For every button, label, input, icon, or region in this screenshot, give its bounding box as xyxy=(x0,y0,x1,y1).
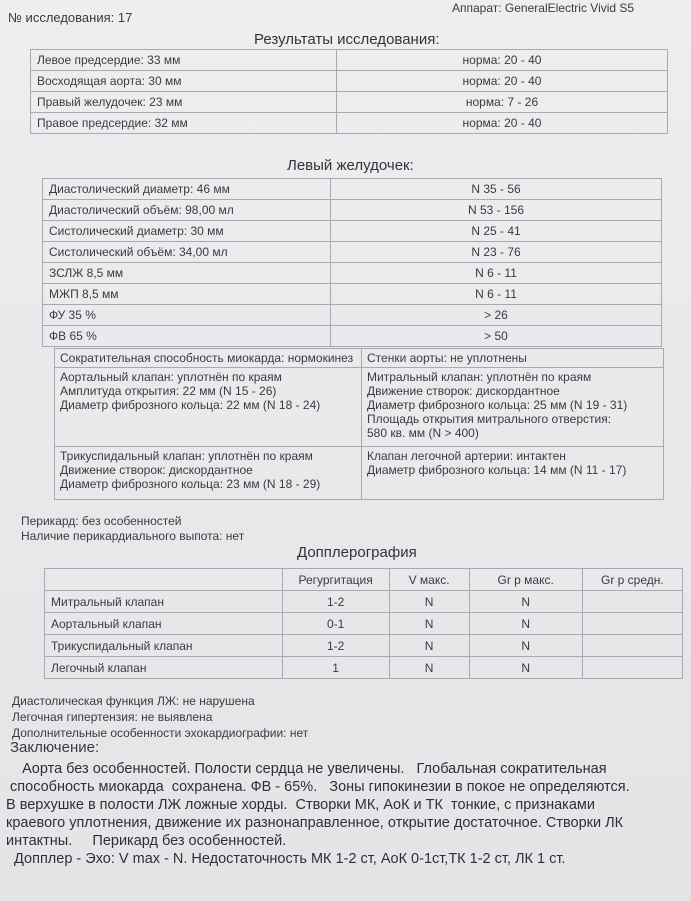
table-row xyxy=(43,179,662,200)
results-table xyxy=(30,49,668,134)
cell-line: Движение створок: дискордантное xyxy=(367,384,560,398)
row-label: Левое предсердие: 33 мм xyxy=(31,50,337,71)
table-row xyxy=(43,200,662,221)
valves-table xyxy=(54,348,664,500)
grmean-cell xyxy=(582,657,682,679)
row-norm: N 23 - 76 xyxy=(331,242,662,263)
row-label: Диастолический диаметр: 46 мм xyxy=(43,179,331,200)
table-row xyxy=(43,242,662,263)
vmax-cell: N xyxy=(389,635,469,657)
table-row xyxy=(31,92,668,113)
table-row xyxy=(43,221,662,242)
conclusion-line: способность миокарда сохранена. ФВ - 65%. Зоны гипокинезии в покое не определяются. xyxy=(6,779,630,795)
cell-line: Клапан легочной артерии: интактен xyxy=(367,449,566,463)
row-norm: N 6 - 11 xyxy=(331,284,662,305)
regurgitation-cell: 1-2 xyxy=(282,635,389,657)
row-norm: норма: 7 - 26 xyxy=(337,92,668,113)
row-label: Аортальный клапан xyxy=(45,613,283,635)
study-number: № исследования: 17 xyxy=(8,10,133,25)
conclusion-title: Заключение: xyxy=(10,739,100,756)
cell-line: Движение створок: дискордантное xyxy=(60,463,253,477)
vmax-cell: N xyxy=(389,657,469,679)
grmax-cell: N xyxy=(469,657,582,679)
cell-line: Диаметр фиброзного кольца: 25 мм (N 19 - 31) xyxy=(367,398,628,412)
row-norm: норма: 20 - 40 xyxy=(337,71,668,92)
row-norm: норма: 20 - 40 xyxy=(337,113,668,134)
table-header-row xyxy=(45,569,683,591)
cell-line: 580 кв. мм (N > 400) xyxy=(367,426,479,440)
row-label: ЗСЛЖ 8,5 мм xyxy=(43,263,331,284)
pulmonary-valve-cell xyxy=(362,447,664,500)
row-label: Трикуспидальный клапан xyxy=(45,635,283,657)
diastolic-function-line: Диастолическая функция ЛЖ: не нарушена xyxy=(12,694,255,708)
row-label: Правое предсердие: 32 мм xyxy=(31,113,337,134)
column-header: Регургитация xyxy=(282,569,389,591)
row-norm: > 26 xyxy=(331,305,662,326)
table-row xyxy=(55,447,664,500)
row-norm: N 53 - 156 xyxy=(331,200,662,221)
grmax-cell: N xyxy=(469,635,582,657)
pericard-line: Перикард: без особенностей xyxy=(21,514,182,528)
row-norm: норма: 20 - 40 xyxy=(337,50,668,71)
grmean-cell xyxy=(582,613,682,635)
table-row xyxy=(55,349,664,368)
table-row xyxy=(45,635,683,657)
regurgitation-cell: 0-1 xyxy=(282,613,389,635)
row-label: Диастолический объём: 98,00 мл xyxy=(43,200,331,221)
row-label: Легочный клапан xyxy=(45,657,283,679)
pulmonary-hypertension-line: Легочная гипертензия: не выявлена xyxy=(12,710,213,724)
mitral-valve-cell xyxy=(362,368,664,447)
tricuspid-valve-cell xyxy=(55,447,362,500)
table-row xyxy=(31,113,668,134)
cell-line: Диаметр фиброзного кольца: 23 мм (N 18 - 29) xyxy=(60,477,321,491)
grmax-cell: N xyxy=(469,613,582,635)
row-label: Систолический объём: 34,00 мл xyxy=(43,242,331,263)
cell-line: Диаметр фиброзного кольца: 22 мм (N 18 - 24) xyxy=(60,398,321,412)
grmax-cell: N xyxy=(469,591,582,613)
regurgitation-cell: 1-2 xyxy=(282,591,389,613)
row-label: Восходящая аорта: 30 мм xyxy=(31,71,337,92)
conclusion-line: В верхушке в полости ЛЖ ложные хорды. Створки МК, АоК и ТК тонкие, с признаками xyxy=(6,797,595,813)
conclusion-line: Аорта без особенностей. Полости сердца не увеличены. Глобальная сократительная xyxy=(6,761,607,777)
additional-features-line: Дополнительные особенности эхокардиографии: нет xyxy=(12,726,309,740)
conclusion-line: интактны. Перикард без особенностей. xyxy=(6,833,287,849)
row-label: ФУ 35 % xyxy=(43,305,331,326)
vmax-cell: N xyxy=(389,591,469,613)
row-label: Митральный клапан xyxy=(45,591,283,613)
row-label: МЖП 8,5 мм xyxy=(43,284,331,305)
aorta-walls: Стенки аорты: не уплотнены xyxy=(362,349,664,368)
table-row xyxy=(45,657,683,679)
doppler-table xyxy=(44,568,683,679)
lv-title: Левый желудочек: xyxy=(287,157,414,174)
table-row xyxy=(45,591,683,613)
column-header xyxy=(45,569,283,591)
table-row xyxy=(43,305,662,326)
row-norm: N 35 - 56 xyxy=(331,179,662,200)
grmean-cell xyxy=(582,591,682,613)
row-norm: N 25 - 41 xyxy=(331,221,662,242)
row-label: Систолический диаметр: 30 мм xyxy=(43,221,331,242)
table-row xyxy=(43,284,662,305)
results-title: Результаты исследования: xyxy=(254,31,440,48)
table-row xyxy=(55,368,664,447)
cell-line: Амплитуда открытия: 22 мм (N 15 - 26) xyxy=(60,384,277,398)
row-label: ФВ 65 % xyxy=(43,326,331,347)
table-row xyxy=(31,50,668,71)
column-header: V макс. xyxy=(389,569,469,591)
cell-line: Аортальный клапан: уплотнён по краям xyxy=(60,370,282,384)
column-header: Gr p макс. xyxy=(469,569,582,591)
lv-table xyxy=(42,178,662,347)
cell-line: Трикуспидальный клапан: уплотнён по краям xyxy=(60,449,313,463)
doppler-title: Допплерография xyxy=(297,544,417,561)
cell-line: Площадь открытия митрального отверстия: xyxy=(367,412,612,426)
row-norm: > 50 xyxy=(331,326,662,347)
grmean-cell xyxy=(582,635,682,657)
column-header: Gr p средн. xyxy=(582,569,682,591)
conclusion-line: краевого уплотнения, движение их разнонаправленное, открытие достаточное. Створки ЛК xyxy=(6,815,624,831)
conclusion-line: Допплер - Эхо: V max - N. Недостаточность МК 1-2 ст, АоК 0-1ст,ТК 1-2 ст, ЛК 1 ст. xyxy=(6,851,566,867)
vmax-cell: N xyxy=(389,613,469,635)
conclusion-text xyxy=(6,760,688,868)
effusion-line: Наличие перикардиального выпота: нет xyxy=(21,529,245,543)
cell-line: Митральный клапан: уплотнён по краям xyxy=(367,370,592,384)
table-row xyxy=(43,326,662,347)
row-norm: N 6 - 11 xyxy=(331,263,662,284)
cell-line: Диаметр фиброзного кольца: 14 мм (N 11 - 17) xyxy=(367,463,627,477)
row-label: Правый желудочек: 23 мм xyxy=(31,92,337,113)
regurgitation-cell: 1 xyxy=(282,657,389,679)
myocardium-contractility: Сократительная способность миокарда: нормокинез xyxy=(55,349,362,368)
table-row xyxy=(45,613,683,635)
table-row xyxy=(31,71,668,92)
aortic-valve-cell xyxy=(55,368,362,447)
device-name: Аппарат: GeneralElectric Vivid S5 xyxy=(452,1,635,15)
table-row xyxy=(43,263,662,284)
